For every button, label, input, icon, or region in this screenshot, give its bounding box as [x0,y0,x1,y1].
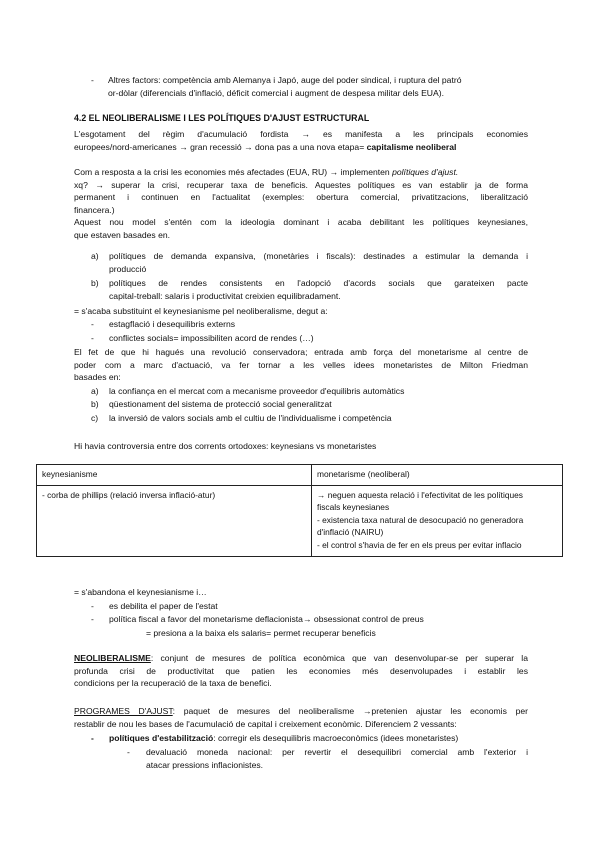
text-line: xq? → superar la crisi, recuperar taxa de beneficis. Aquestes polítiques es van establir ja de forma [74,179,528,190]
text-line: = s'acaba substituint el keynesianisme pel neoliberalisme, degut a: [74,306,328,316]
text-line [74,652,528,665]
text-line [74,141,528,154]
text-line: d'inflació (NAIRU) [317,527,384,538]
text-line: fiscals keynesianes [317,502,390,513]
table-header-row [37,465,563,486]
text-span: : paquet de mesures del neoliberalisme →pretenien ajustar les economis per [172,706,528,716]
defined-term: NEOLIBERALISME [74,653,151,663]
text-span: : corregir els desequilibris macroeconòmics (idees monetaristes) [213,733,459,743]
list-item: la confiança en el mercat com a mecanisme proveedor d'equilibris automàtics [109,386,405,396]
list-item: estagflació i desequilibris externs [109,319,236,329]
list-item [109,277,528,302]
intro-bullet-text [108,74,528,99]
list-marker: c) [91,413,99,423]
definition-neoliberalism [74,652,528,690]
list-subitem: = presiona a la baixa els salaris= permet recuperar beneficis [146,628,376,638]
italic-term: polítiques d'ajust. [392,167,459,177]
list-item: qüestionament del sistema de protecció social generalitzat [109,399,332,409]
list-subitem [146,746,528,771]
text-line [74,705,528,718]
list-item [109,250,528,275]
defined-term: PROGRAMES D'AJUST [74,706,173,716]
table-header-cell: keynesianisme [37,465,312,486]
list-marker: a) [91,251,99,261]
paragraph-fordism [74,128,528,153]
text-line: que estaven basades en. [74,229,171,240]
list-item: conflictes socials= impossibiliten acord de rendes (…) [109,333,314,343]
list-marker: b) [91,278,99,288]
table-cell-monetarist [312,486,563,557]
text-line: profunda crisi de productivitat que patien les economies més desenvolupades i establir les [74,665,528,676]
text-line: L'esgotament del règim d'acumulació fordista → es manifesta a les principals economies [74,129,528,139]
list-item: política fiscal a favor del monetarisme deflacionista→ obsessionat control de preus [109,614,424,624]
list-marker: a) [91,386,99,396]
text-line: Hi havia controversia entre dos corrents ortodoxes: keynesians vs monetaristes [74,441,377,451]
text-span: Com a resposta a la crisi les economies més afectades (EUA, RU) → implementen [74,167,393,177]
paragraph-conservative-revolution [74,346,528,384]
text-line: - existencia taxa natural de desocupació no generadora [317,514,524,525]
text-span: : conjunt de mesures de política econòmica que van desenvolupar-se per superar la [150,653,528,663]
definition-adjust-programmes [74,705,528,730]
text-span: europees/nord-americanes → gran recessió → dona pas a una nova etapa= [74,141,367,152]
list-item: es debilita el paper de l'estat [109,601,218,611]
text-line [74,166,528,179]
text-line: atacar pressions inflacionistes. [146,759,264,770]
text-line: or-dòlar (diferencials d'inflació, déficit comercial i augment de despesa militar dels EUA). [108,87,444,98]
text-line: polítiques de demanda expansiva, (monetàries i fiscals): destinades a estimular la demanda i [109,251,528,261]
list-marker: - [91,601,94,611]
text-line: restablir de nou les bases de l'acumulació de capital i creixement econòmic. Diferenciem 2 vessants: [74,718,457,729]
text-line: basades en: [74,372,121,383]
text-line: polítiques de rendes consistents en l'adopció d'acords socials que garateixen pacte [109,278,528,288]
text-line: → neguen aquesta relació i l'efectivitat de les polítiques [317,490,523,500]
table-cell-keynesian: - corba de phillips (relació inversa inflació-atur) [37,486,312,557]
bullet-marker: - [91,75,94,85]
section-title: 4.2 EL NEOLIBERALISME I LES POLÍTIQUES D'AJUST ESTRUCTURAL [74,113,370,123]
text-line: Aquest nou model s'entén com la ideologia dominant i acaba debilitant les polítiques keynesianes, [74,217,528,228]
table-header-cell: monetarisme (neoliberal) [312,465,563,486]
list-marker: - [127,747,130,757]
text-line: = s'abandona el keynesianisme i… [74,587,207,597]
text-line: Altres factors: competència amb Alemanya i Japó, auge del poder sindical, i ruptura del patró [108,75,462,85]
text-line: - el control s'havia de fer en els preus per evitar inflacio [317,539,522,550]
list-marker: b) [91,399,99,409]
list-marker: - [91,614,94,624]
text-line: devaluació moneda nacional: per revertir el desequilibri comercial amb l'exterior i [146,747,528,757]
text-line: financera.) [74,204,115,215]
list-marker: - [91,319,94,329]
bold-term: polítiques d'estabilització [109,733,214,743]
text-line: permanent i continuen en l'actualitat (exemples: obertura comercial, privatitzacions, liberalització [74,192,528,203]
table-row [37,486,563,557]
paragraph-adjust-policies [74,166,528,242]
bold-term: capitalisme neoliberal [366,141,457,152]
text-line: producció [109,263,147,274]
comparison-table [36,464,563,557]
text-line: capital-treball: salaris i productivitat creixien equilibradament. [109,290,341,301]
text-line: condicions per la recuperació de la taxa de benefici. [74,678,272,689]
list-marker: - [91,733,94,743]
text-line: El fet de que hi hagués una revolució conservadora; entrada amb força del monetarisme al centre de [74,347,528,357]
list-item: la inversió de valors socials amb el cultiu de l'individualisme i competència [109,413,392,423]
list-marker: - [91,333,94,343]
text-line: poder com a marc d'actuació, va fer tornar a les velles idees monetaristes de Milton Friedman [74,359,528,370]
list-item [109,732,458,745]
